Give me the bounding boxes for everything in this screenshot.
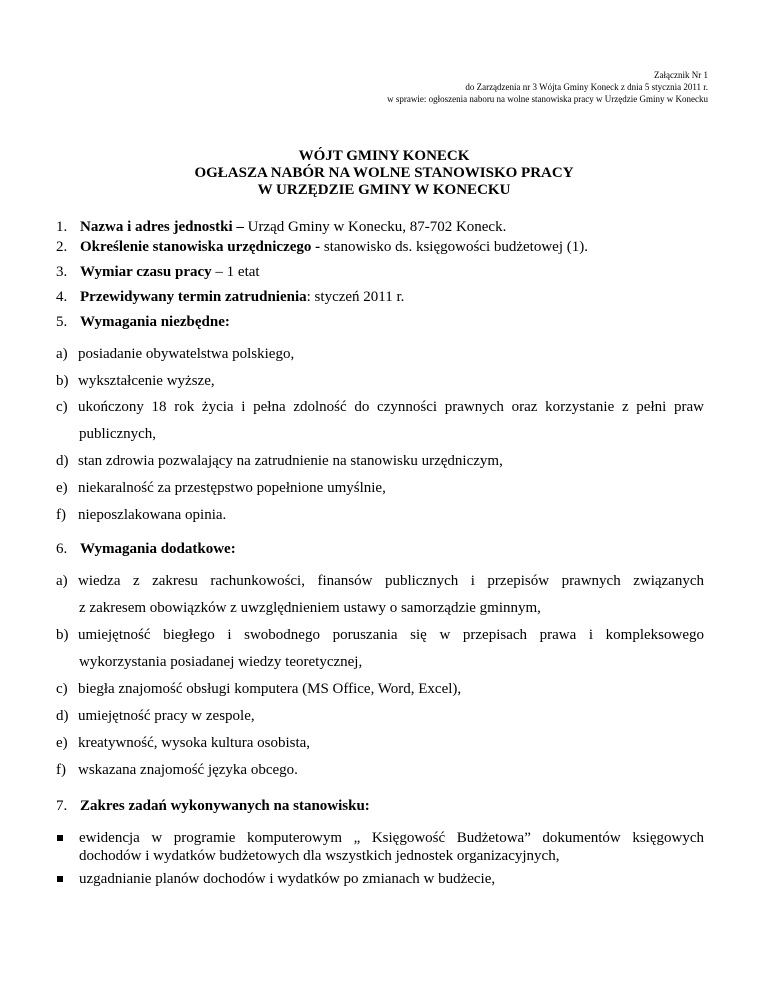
section-6 [56,540,236,558]
task-text: uzgadnianie planów dochodów i wydatków po zmianach w budżecie, [79,871,496,887]
section-text: stanowisko ds. księgowości budżetowej (1). [320,239,589,255]
section-text: Urząd Gminy w Konecku, 87-702 Koneck. [243,219,507,235]
item-letter: a) [56,346,68,362]
additional-item-a-cont: z zakresem obowiązków z uwzględnieniem ustawy o samorządzie gminnym, [79,600,541,616]
title-line-2: OGŁASZA NABÓR NA WOLNE STANOWISKO PRACY [194,165,574,181]
required-item-c-cont: publicznych, [79,426,157,442]
required-item-a [56,345,294,363]
task-text: ewidencja w programie komputerowym „ Księgowość Budżetowa” dokumentów księgowych dochodów i wydatków budżetowych dla wszystkich jednostek organizacyjnych, [79,830,704,864]
required-item-c [56,398,704,416]
additional-item-e [56,734,310,752]
section-number: 6. [56,541,68,557]
title-line-1: WÓJT GMINY KONECK [298,148,470,164]
item-text: nieposzlakowana opinia. [78,507,227,523]
section-label: Przewidywany termin zatrudnienia [80,289,307,305]
item-text: ukończony 18 rok życia i pełna zdolność do czynności prawnych oraz korzystanie z pełni praw [78,399,704,415]
required-item-d [56,452,503,470]
annex-line-1: Załącznik Nr 1 [654,70,708,80]
task-item [56,870,704,888]
bullet-square-icon [57,835,63,841]
additional-item-a [56,572,704,590]
section-label: Określenie stanowiska urzędniczego - [80,239,321,255]
section-label: Wymiar czasu pracy [80,264,212,280]
item-text: kreatywność, wysoka kultura osobista, [78,735,311,751]
section-3 [56,263,260,281]
item-text: wiedza z zakresu rachunkowości, finansów publicznych i przepisów prawnych związanych [78,573,704,589]
item-text: umiejętność biegłego i swobodnego poruszania się w przepisach prawa i kompleksowego [78,627,704,643]
annex-line-3: w sprawie: ogłoszenia naboru na wolne stanowiska pracy w Urzędzie Gminy w Konecku [387,94,708,104]
item-letter: a) [56,573,68,589]
annex-line-2: do Zarządzenia nr 3 Wójta Gminy Koneck z dnia 5 stycznia 2011 r. [465,82,708,92]
item-text: stan zdrowia pozwalający na zatrudnienie na stanowisku urzędniczym, [78,453,503,469]
section-number: 3. [56,264,68,280]
bullet-square-icon [57,876,63,882]
annex-header [387,69,708,105]
item-letter: f) [56,762,66,778]
item-text: niekaralność za przestępstwo popełnione umyślnie, [78,480,386,496]
announcement-title [0,148,768,199]
section-label: Zakres zadań wykonywanych na stanowisku: [80,798,370,814]
section-text: : styczeń 2011 r. [306,289,405,305]
section-2 [56,238,588,256]
item-letter: f) [56,507,66,523]
additional-item-b [56,626,704,644]
item-letter: b) [56,373,69,389]
additional-item-c [56,680,461,698]
item-letter: e) [56,735,68,751]
item-letter: c) [56,681,68,697]
section-1 [56,218,506,236]
section-number: 7. [56,798,68,814]
required-item-e [56,479,386,497]
section-number: 5. [56,314,68,330]
item-text: biegła znajomość obsługi komputera (MS Office, Word, Excel), [78,681,462,697]
item-letter: d) [56,708,69,724]
item-text: posiadanie obywatelstwa polskiego, [78,346,295,362]
additional-item-f [56,761,298,779]
additional-item-d [56,707,255,725]
additional-item-b-cont: wykorzystania posiadanej wiedzy teoretycznej, [79,654,363,670]
section-5 [56,313,230,331]
item-letter: d) [56,453,69,469]
item-text: umiejętność pracy w zespole, [78,708,255,724]
item-text: wykształcenie wyższe, [78,373,215,389]
item-letter: e) [56,480,68,496]
section-text: – 1 etat [211,264,260,280]
section-4 [56,288,404,306]
required-item-b [56,372,215,390]
section-label: Wymagania dodatkowe: [80,541,236,557]
item-text: wskazana znajomość języka obcego. [78,762,298,778]
item-letter: b) [56,627,69,643]
required-item-f [56,506,226,524]
task-item [56,829,704,865]
title-line-3: W URZĘDZIE GMINY W KONECKU [257,182,511,198]
section-label: Nazwa i adres jednostki – [80,219,244,235]
section-number: 1. [56,219,68,235]
section-number: 2. [56,239,68,255]
section-7 [56,797,370,815]
section-label: Wymagania niezbędne: [80,314,230,330]
section-number: 4. [56,289,68,305]
item-letter: c) [56,399,68,415]
